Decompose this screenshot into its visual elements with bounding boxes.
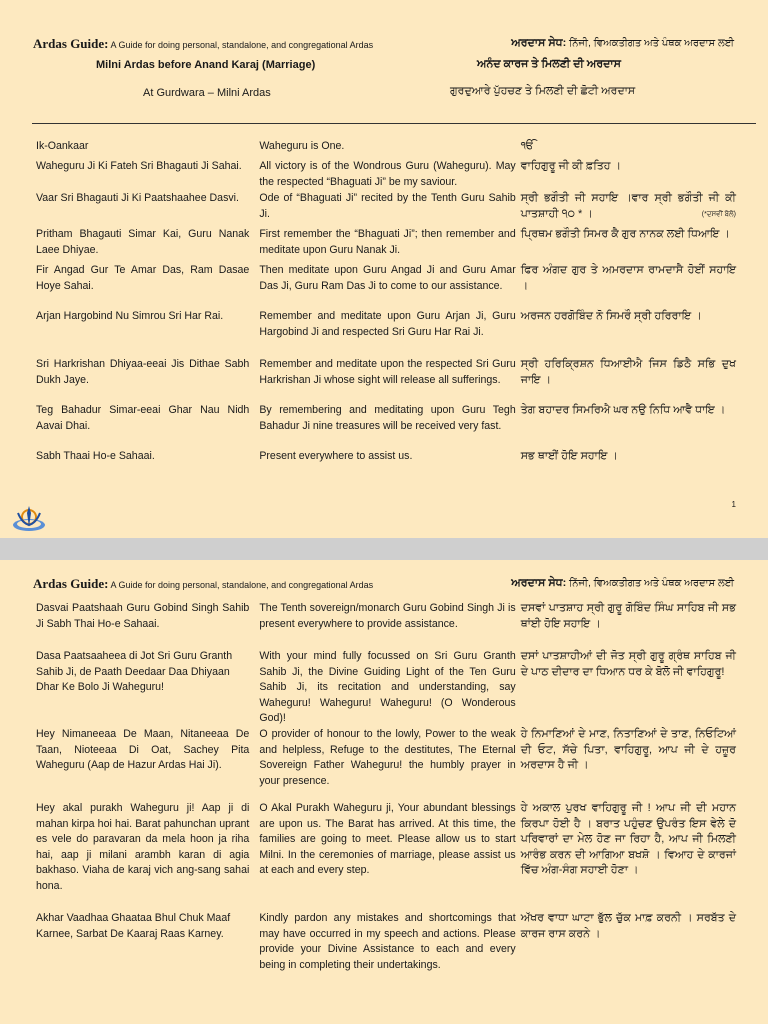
prayer-row (36, 159, 736, 190)
transliteration: Dasvai Paatshaah Guru Gobind Singh Sahib Ji Sabh Thai Ho-e Sahaai. (36, 602, 250, 630)
gurmukhi-text: ਸਭ ਥਾਈਂ ਹੋਇ ਸਹਾਇ । (520, 450, 618, 462)
english-translation: O Akal Purakh Waheguru ji, Your abundant blessings are upon us. The Barat has arrived. At this time, the families are going to meet. Please allow us to start Milni. In the ceremonies of marriage, please assist us at each and every step. (259, 802, 516, 877)
khanda-logo-icon (10, 503, 48, 533)
header-title-punjabi: ਅਰਦਾਸ ਸੇਧ: ਨਿੱਜੀ, ਵਿਅਕਤੀਗਤ ਅਤੇ ਪੰਥਕ ਅਰਦਾਸ ਲਈ (511, 37, 734, 49)
transliteration: Ik-Oankaar (36, 140, 89, 152)
prayer-row (36, 309, 736, 340)
prayer-row (36, 191, 736, 222)
header-title: Ardas Guide: A Guide for doing personal, standalone, and congregational Ardas (33, 36, 374, 51)
transliteration: Hey akal purakh Waheguru ji! Aap ji di mahan kirpa hoi hai. Barat pahunchan uprant es vele do paravaran da mela hoon ja riha hai, aap ji milani arambh karan di agia bakhaso. Viaha de karaj vich ang-sang sahai hona. (36, 802, 250, 892)
english-translation: Waheguru is One. (259, 140, 345, 152)
english-translation: With your mind fully focussed on Sri Guru Granth Sahib Ji, the Divine Guiding Light of the Ten Guru Sahib Ji, its recitation and understanding, say Waheguru! Waheguru! Waheguru! (O Wonderous God)! (259, 650, 516, 725)
gurmukhi-text: ਦਸਵਾਂ ਪਾਤਸ਼ਾਹ ਸ੍ਰੀ ਗੁਰੂ ਗੋਬਿੰਦ ਸਿੰਘ ਸਾਹਿਬ ਜੀ ਸਭ ਥਾਂਈ ਹੋਇ ਸਹਾਇ । (520, 602, 736, 630)
footnote-marker: (*ਦਸਵੀਂ ਬੋਲੋ) (701, 210, 736, 218)
english-translation: First remember the “Bhaguati Ji”; then remember and meditate upon Guru Nanak Ji. (259, 228, 516, 256)
prayer-row (36, 649, 736, 727)
english-translation: Present everywhere to assist us. (259, 450, 413, 462)
prayer-row (36, 601, 736, 632)
english-translation: Kindly pardon any mistakes and shortcomings that may have occurred in my speech and actions. Please provide your Divine Assistance to each and every being in completing their undertakings. (259, 912, 516, 971)
document-page-2 (0, 560, 768, 1024)
english-translation: Ode of “Bhaguati Ji” recited by the Tenth Guru Sahib Ji. (259, 192, 516, 220)
gurmukhi-text: ਅੱਖਰ ਵਾਧਾ ਘਾਟਾ ਭੁੱਲ ਚੁੱਕ ਮਾਫ਼ ਕਰਨੀ । ਸਰਬੱਤ ਦੇ ਕਾਰਜ ਰਾਸ ਕਰਨੇ । (520, 912, 736, 940)
transliteration: Waheguru Ji Ki Fateh Sri Bhagauti Ji Sahai. (36, 160, 242, 172)
gurmukhi-text: ਅਰਜਨ ਹਰਗੋਬਿੰਦ ਨੋ ਸਿਮਰੌ ਸ੍ਰੀ ਹਰਿਰਾਇ । (520, 310, 702, 322)
english-translation: O provider of honour to the lowly, Power to the weak and helpless, Refuge to the destitutes, The Eternal Sovereign Father Waheguru! the humbly prayer in your presence. (259, 728, 516, 787)
gurmukhi-text: ਪ੍ਰਿਥਮ ਭਗੌਤੀ ਸਿਮਰ ਕੈ ਗੁਰ ਨਾਨਕ ਲਈ ਧਿਆਇ । (520, 228, 730, 240)
gurmukhi-text: ਸ੍ਰੀ ਹਰਿਕ੍ਰਿਸ਼ਨ ਧਿਆਈਐ ਜਿਸ ਡਿਠੈ ਸਭਿ ਦੁਖ ਜਾਇ । (520, 358, 736, 386)
prayer-row (36, 403, 736, 434)
gurmukhi-text: ਦਸਾਂ ਪਾਤਸ਼ਾਹੀਆਂ ਦੀ ਜੋਤ ਸ੍ਰੀ ਗੁਰੂ ਗ੍ਰੰਥ ਸਾਹਿਬ ਜੀ ਦੇ ਪਾਠ ਦੀਦਾਰ ਦਾ ਧਿਆਨ ਧਰ ਕੇ ਬੋਲੋ ਜੀ ਵਾਹਿਗੁਰੂ! (520, 650, 736, 678)
subtitle-english: Milni Ardas before Anand Karaj (Marriage) (96, 59, 316, 71)
prayer-row (36, 727, 736, 789)
transliteration: Sabh Thaai Ho-e Sahaai. (36, 450, 155, 462)
gurmukhi-text: ਫਿਰ ਅੰਗਦ ਗੁਰ ਤੇ ਅਮਰਦਾਸ ਰਾਮਦਾਸੈ ਹੋਈਂ ਸਹਾਇ । (520, 264, 736, 292)
transliteration: Dasa Paatsaaheea di Jot Sri Guru Granth Sahib Ji, de Paath Deedaar Daa Dhiyaan Dhar Ke Bolo Ji Waheguru! (36, 650, 233, 694)
prayer-row (36, 263, 736, 294)
english-translation: By remembering and meditating upon Guru Tegh Bahadur Ji nine treasures will be received very fast. (259, 404, 516, 432)
transliteration: Pritham Bhagauti Simar Kai, Guru Nanak Laee Dhiyae. (36, 228, 250, 256)
subheading-english: At Gurdwara – Milni Ardas (143, 87, 271, 99)
transliteration: Teg Bahadur Simar-eeai Ghar Nau Nidh Aavai Dhai. (36, 404, 250, 432)
prayer-row (36, 449, 736, 465)
transliteration: Hey Nimaneeaa De Maan, Nitaneeaa De Taan, Nioteeaa Di Oat, Sachey Pita Waheguru (Aap de Hazur Ardas Hai Ji). (36, 728, 250, 772)
subheading-punjabi: ਗੁਰਦੁਆਰੇ ਪੁੱਹਚਣ ਤੇ ਮਿਲਣੀ ਦੀ ਛੋਟੀ ਅਰਦਾਸ (450, 85, 636, 97)
english-translation: Remember and meditate upon Guru Arjan Ji, Guru Hargobind Ji and respected Sri Guru Har Rai Ji. (259, 310, 516, 338)
english-translation: The Tenth sovereign/monarch Guru Gobind Singh Ji is present everywhere to provide assistance. (259, 602, 516, 630)
transliteration: Sri Harkrishan Dhiyaa-eeai Jis Dithae Sabh Dukh Jaye. (36, 358, 250, 386)
header-title-punjabi: ਅਰਦਾਸ ਸੇਧ: ਨਿੱਜੀ, ਵਿਅਕਤੀਗਤ ਅਤੇ ਪੰਥਕ ਅਰਦਾਸ ਲਈ (511, 577, 734, 589)
english-translation: Remember and meditate upon the respected Sri Guru Harkrishan Ji whose sight will release all sufferings. (259, 358, 516, 386)
transliteration: Akhar Vaadhaa Ghaataa Bhul Chuk Maaf Karnee, Sarbat De Kaaraj Raas Karney. (36, 912, 231, 940)
gurmukhi-text: ਸ੍ਰੀ ਭਗੌਤੀ ਜੀ ਸਹਾਇ ।ਵਾਰ ਸ੍ਰੀ ਭਗੌਤੀ ਜੀ ਕੀ ਪਾਤਸ਼ਾਹੀ ੧੦ * । (*ਦਸਵੀਂ ਬੋਲੋ) (521, 191, 736, 222)
english-translation: Then meditate upon Guru Angad Ji and Guru Amar Das Ji, Guru Ram Das Ji to come to our assistance. (259, 264, 516, 292)
prayer-row (36, 911, 736, 973)
transliteration: Fir Angad Gur Te Amar Das, Ram Dasae Hoye Sahai. (36, 264, 250, 292)
gurmukhi-text: ਹੇ ਨਿਮਾਣਿਆਂ ਦੇ ਮਾਣ, ਨਿਤਾਣਿਆਂ ਦੇ ਤਾਣ, ਨਿਓਟਿਆਂ ਦੀ ਓਟ, ਸੱਚੇ ਪਿਤਾ, ਵਾਹਿਗੁਰੂ, ਆਪ ਜੀ ਦੇ ਹਜ਼ੂਰ ਅਰਦਾਸ ਹੈ ਜੀ । (520, 728, 736, 772)
english-translation: All victory is of the Wondrous Guru (Waheguru). May the respected “Bhaguati Ji” be my saviour. (259, 160, 516, 188)
header-title: Ardas Guide: A Guide for doing personal, standalone, and congregational Ardas (33, 576, 374, 591)
gurmukhi-text: ਵਾਹਿਗੁਰੂ ਜੀ ਕੀ ਫ਼ਤਿਹ । (520, 160, 622, 172)
prayer-row (36, 227, 736, 258)
gurmukhi-text: ੴ (520, 140, 535, 152)
subtitle-punjabi: ਅਨੰਦ ਕਾਰਜ ਤੇ ਮਿਲਣੀ ਦੀ ਅਰਦਾਸ (477, 58, 621, 70)
transliteration: Arjan Hargobind Nu Simrou Sri Har Rai. (36, 310, 224, 322)
page-number: 1 (731, 500, 736, 509)
prayer-row (36, 801, 736, 895)
prayer-row (36, 139, 736, 155)
gurmukhi-text: ਹੇ ਅਕਾਲ ਪੁਰਖ ਵਾਹਿਗੁਰੂ ਜੀ ! ਆਪ ਜੀ ਦੀ ਮਹਾਨ ਕਿਰਪਾ ਹੋਈ ਹੈ । ਬਰਾਤ ਪਹੁੰਚਣ ਉਪਰੰਤ ਇਸ ਵੇਲੇ ਦੋ ਪਰਿਵਾਰਾਂ ਦਾ ਮੇਲ ਹੋਣ ਜਾ ਰਿਹਾ ਹੈ, ਆਪ ਜੀ ਮਿਲਣੀ ਆਰੰਭ ਕਰਨ ਦੀ ਆਗਿਆ ਬਖਸ਼ੋ । ਵਿਆਹ ਦੇ ਕਾਰਜਾਂ ਵਿੱਚ ਅੰਗ-ਸੰਗ ਸਹਾਈ ਹੋਣਾ । (520, 802, 736, 877)
prayer-row (36, 357, 736, 388)
gurmukhi-text: ਤੇਗ ਬਹਾਦਰ ਸਿਮਰਿਐ ਘਰ ਨਉ ਨਿਧਿ ਆਵੈ ਧਾਇ । (520, 404, 726, 416)
divider (32, 123, 756, 124)
transliteration: Vaar Sri Bhagauti Ji Ki Paatshaahee Dasvi. (36, 192, 239, 204)
